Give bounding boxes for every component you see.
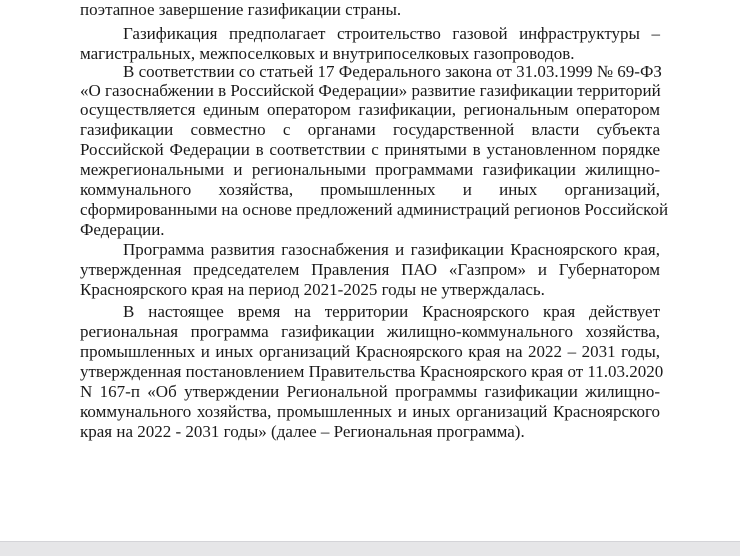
text-line: «О газоснабжении в Российской Федерации» развитие газификации территорий — [80, 81, 661, 100]
text-line: Красноярского края на период 2021-2025 годы не утверждалась. — [80, 280, 545, 299]
text-line: региональная программа газификации жилищно-коммунального хозяйства, — [80, 322, 660, 341]
text-line: В настоящее время на территории Красноярского края действует — [123, 302, 660, 321]
text-line: В соответствии со статьей 17 Федерального закона от 31.03.1999 № 69-ФЗ — [123, 62, 662, 81]
text-line: сформированными на основе предложений администраций регионов Российской — [80, 200, 669, 219]
text-line: Газификация предполагает строительство газовой инфраструктуры – — [123, 24, 660, 43]
text-line: межрегиональными и региональными программами газификации жилищно- — [80, 160, 660, 179]
text-line: коммунального хозяйства, промышленных и иных организаций, — [80, 180, 660, 199]
viewer-bottom-edge — [0, 541, 740, 556]
text-line: края на 2022 - 2031 годы» (далее – Региональная программа). — [80, 422, 525, 441]
text-line: Программа развития газоснабжения и газификации Красноярского края, — [123, 240, 660, 259]
text-line: промышленных и иных организаций Красноярского края на 2022 – 2031 годы, — [80, 342, 660, 361]
text-line: коммунального хозяйства, промышленных и иных организаций Красноярского — [80, 402, 660, 421]
text-line: утвержденная председателем Правления ПАО «Газпром» и Губернатором — [80, 260, 660, 279]
text-line: поэтапное завершение газификации страны. — [80, 0, 402, 19]
text-line: Федерации. — [80, 220, 165, 239]
text-line: магистральных, межпоселковых и внутрипоселковых газопроводов. — [80, 44, 575, 63]
text-line: N 167-п «Об утверждении Региональной программы газификации жилищно- — [80, 382, 660, 401]
text-line: газификации совместно с органами государственной власти субъекта — [80, 120, 660, 139]
text-line: Российской Федерации в соответствии с принятыми в установленном порядке — [80, 140, 660, 159]
text-line: осуществляется единым оператором газификации, региональным оператором — [80, 100, 660, 119]
text-line: утвержденная постановлением Правительства Красноярского края от 11.03.2020 — [80, 362, 664, 381]
